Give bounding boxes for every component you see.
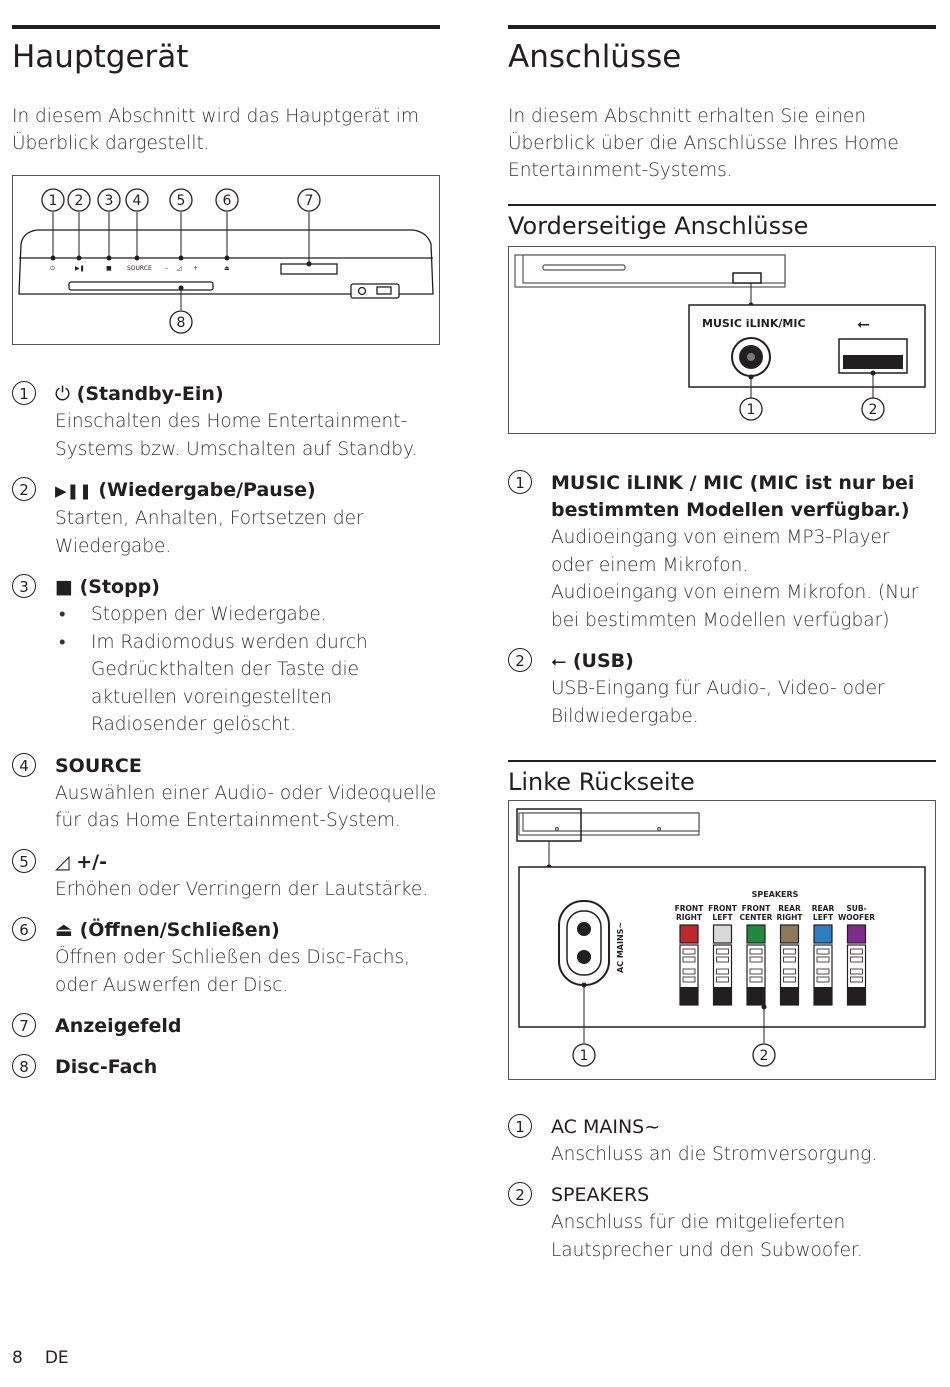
language-code: DE: [44, 1348, 69, 1368]
panel-plus-label: +: [193, 265, 199, 273]
ac-mains-label: AC MAINS~: [616, 921, 625, 973]
subheading-rule: [508, 204, 936, 206]
stop-icon: ■: [55, 576, 73, 599]
terminal-slot: [851, 969, 863, 974]
terminal-black-cap: [814, 987, 832, 1005]
callout-1: 1: [579, 1047, 589, 1064]
terminal-slot: [784, 957, 796, 962]
speakers-label: SPEAKERS: [751, 889, 799, 899]
terminal-slot: [683, 977, 695, 982]
front-connectors-figure: [508, 246, 936, 434]
callout-1: 1: [48, 193, 58, 210]
terminal-slot: [851, 957, 863, 962]
terminal-black-cap: [680, 987, 698, 1005]
callout-2: 2: [868, 402, 878, 419]
channel-label-line1: FRONT: [674, 903, 704, 913]
callout-2: 2: [74, 193, 84, 210]
callout-7: 7: [304, 193, 314, 210]
usb-icon: ⭠: [551, 650, 567, 673]
section-title-main-unit: Hauptgerät: [12, 39, 189, 75]
callout-5: 5: [176, 193, 186, 210]
item-title: +/-: [76, 850, 107, 873]
item-title: (Wiedergabe/Pause): [98, 479, 316, 502]
bullet-item: • Stoppen der Wiedergabe.: [59, 604, 327, 626]
usb-icon: ⭠: [857, 314, 870, 334]
item-title: (Öffnen/Schließen): [79, 919, 280, 942]
svg-text:▶❚: ▶❚: [75, 265, 85, 273]
item-number: 5: [12, 849, 36, 873]
terminal-black-cap: [714, 987, 732, 1005]
item-number: 2: [508, 648, 532, 672]
item-description: Anschluss für die mitgelieferten Lautsprecher und den Subwoofer.: [551, 1212, 863, 1261]
rear-connectors-figure: [508, 800, 936, 1080]
page-number: 8: [12, 1348, 23, 1368]
page-footer: [12, 1348, 69, 1368]
list-item: [508, 648, 936, 730]
callout-6: 6: [222, 193, 232, 210]
terminal-color-cap: [714, 925, 732, 943]
eject-icon: ⏏: [55, 919, 73, 942]
terminal-slot: [750, 977, 762, 982]
item-description: Einschalten des Home Entertainment-Systems bzw. Umschalten auf Standby.: [55, 411, 418, 460]
channel-label-line1: REAR: [811, 903, 835, 913]
section-title-connectors: Anschlüsse: [508, 39, 682, 75]
item-number: 7: [12, 1013, 36, 1037]
item-title: Anzeigefeld: [55, 1015, 182, 1038]
item-description: Erhöhen oder Verringern der Lautstärke.: [55, 878, 429, 900]
list-item: [12, 381, 440, 463]
terminal-slot: [817, 957, 829, 962]
item-title: SPEAKERS: [551, 1184, 650, 1207]
item-number: 3: [12, 574, 36, 598]
terminal-color-cap: [747, 925, 765, 943]
terminal-color-cap: [814, 925, 832, 943]
column-connectors: [508, 0, 936, 1264]
subsection-title-rear: Linke Rückseite: [508, 767, 695, 796]
item-description: Starten, Anhalten, Fortsetzen der Wiedergabe.: [55, 508, 364, 557]
terminal-slot: [784, 949, 796, 954]
item-title: (Stopp): [79, 576, 160, 599]
subsection-title-front: Vorderseitige Anschlüsse: [508, 211, 809, 240]
main-unit-item-list: [12, 381, 440, 1081]
item-number: 2: [12, 477, 36, 501]
callout-4: 4: [132, 193, 142, 210]
bullet-item: • Im Radiomodus werden durch Gedrückthalten der Taste die aktuellen voreingestellten Radiosender gelöscht.: [59, 631, 368, 736]
item-description: USB-Eingang für Audio-, Video- oder Bildwiedergabe.: [551, 678, 885, 727]
terminal-slot: [784, 977, 796, 982]
list-item: [12, 477, 440, 560]
channel-label-line2: LEFT: [812, 912, 834, 922]
item-title: MUSIC iLINK / MIC (MIC ist nur bei bestimmten Modellen verfügbar.): [551, 472, 915, 522]
list-item: [508, 470, 936, 634]
section-intro: In diesem Abschnitt wird das Hauptgerät im Überblick dargestellt.: [12, 106, 419, 155]
item-description: Audioeingang von einem Mikrofon. (Nur bei bestimmten Modellen verfügbar): [551, 582, 919, 631]
terminal-slot: [683, 969, 695, 974]
item-title: (Standby-Ein): [76, 383, 224, 406]
terminal-slot: [683, 949, 695, 954]
item-number: 2: [508, 1182, 532, 1206]
channel-label-line2: LEFT: [712, 912, 733, 922]
item-title: (USB): [572, 650, 634, 673]
svg-text:■: ■: [106, 265, 112, 273]
item-number: 8: [12, 1054, 36, 1078]
terminal-slot: [717, 957, 729, 962]
front-item-list: [508, 470, 936, 730]
terminal-color-cap: [848, 925, 866, 943]
item-number: 1: [508, 470, 532, 494]
svg-text:◿: ◿: [177, 265, 182, 273]
terminal-black-cap: [781, 987, 799, 1005]
terminal-slot: [817, 969, 829, 974]
channel-label-line1: SUB-: [846, 903, 867, 913]
item-number: 6: [12, 917, 36, 941]
svg-text:⏏: ⏏: [224, 265, 230, 273]
list-item: [12, 753, 440, 835]
terminal-slot: [717, 949, 729, 954]
terminal-slot: [851, 949, 863, 954]
terminal-black-cap: [747, 987, 765, 1005]
list-item: [12, 849, 440, 904]
subheading-rule: [508, 760, 936, 762]
item-number: 1: [508, 1114, 532, 1138]
play-pause-icon: ▶❚❚: [55, 482, 92, 501]
standby-icon: ⏻: [55, 383, 71, 406]
callout-3: 3: [104, 193, 114, 210]
terminal-slot: [750, 957, 762, 962]
terminal-slot: [817, 977, 829, 982]
music-ilink-label: MUSIC iLINK/MIC: [702, 317, 806, 331]
item-title: AC MAINS~: [551, 1115, 661, 1138]
callout-2: 2: [759, 1047, 769, 1064]
terminal-slot: [851, 977, 863, 982]
list-item: [12, 574, 440, 739]
list-item: [12, 917, 440, 999]
channel-label-line2: RIGHT: [776, 912, 803, 922]
item-description: Anschluss an die Stromversorgung.: [551, 1143, 878, 1165]
heading-rule: [508, 25, 936, 29]
volume-icon: ◿: [55, 850, 70, 873]
channel-label-line1: FRONT: [741, 903, 771, 913]
terminal-color-cap: [680, 925, 698, 943]
list-item: [508, 1182, 936, 1264]
terminal-slot: [683, 957, 695, 962]
list-item: [12, 1013, 440, 1040]
terminal-slot: [784, 969, 796, 974]
section-intro: In diesem Abschnitt erhalten Sie einen Überblick über die Anschlüsse Ihres Home Entertainment-Systems.: [508, 106, 899, 182]
panel-minus-label: –: [165, 265, 168, 273]
item-title: SOURCE: [55, 754, 142, 777]
terminal-slot: [750, 949, 762, 954]
item-number: 4: [12, 753, 36, 777]
main-unit-figure: [12, 175, 440, 345]
terminal-black-cap: [848, 987, 866, 1005]
callout-8: 8: [176, 315, 186, 332]
terminal-slot: [817, 949, 829, 954]
channel-label-line1: FRONT: [708, 903, 737, 913]
terminal-slot: [717, 969, 729, 974]
panel-source-label: SOURCE: [127, 265, 152, 273]
rear-item-list: [508, 1114, 936, 1265]
list-item: [508, 1114, 936, 1169]
channel-label-line1: REAR: [778, 903, 801, 913]
heading-rule: [12, 25, 440, 29]
terminal-color-cap: [781, 925, 799, 943]
main-unit-illustration: [13, 176, 439, 344]
item-description: Auswählen einer Audio- oder Videoquelle für das Home Entertainment-System.: [55, 782, 437, 832]
svg-text:⏻: ⏻: [50, 265, 55, 273]
channel-label-line2: WOOFER: [837, 912, 876, 922]
channel-label-line2: RIGHT: [675, 912, 703, 922]
terminal-slot: [717, 977, 729, 982]
list-item: [12, 1054, 440, 1081]
channel-label-line2: CENTER: [739, 912, 773, 922]
item-description: Audioeingang von einem MP3-Player oder einem Mikrofon.: [551, 527, 890, 576]
item-number: 1: [12, 381, 36, 405]
callout-1: 1: [746, 402, 756, 419]
column-main-unit: [12, 0, 440, 1081]
item-title: Disc-Fach: [55, 1056, 158, 1079]
terminal-slot: [750, 969, 762, 974]
item-description: Öffnen oder Schließen des Disc-Fachs, oder Auswerfen der Disc.: [55, 947, 410, 996]
